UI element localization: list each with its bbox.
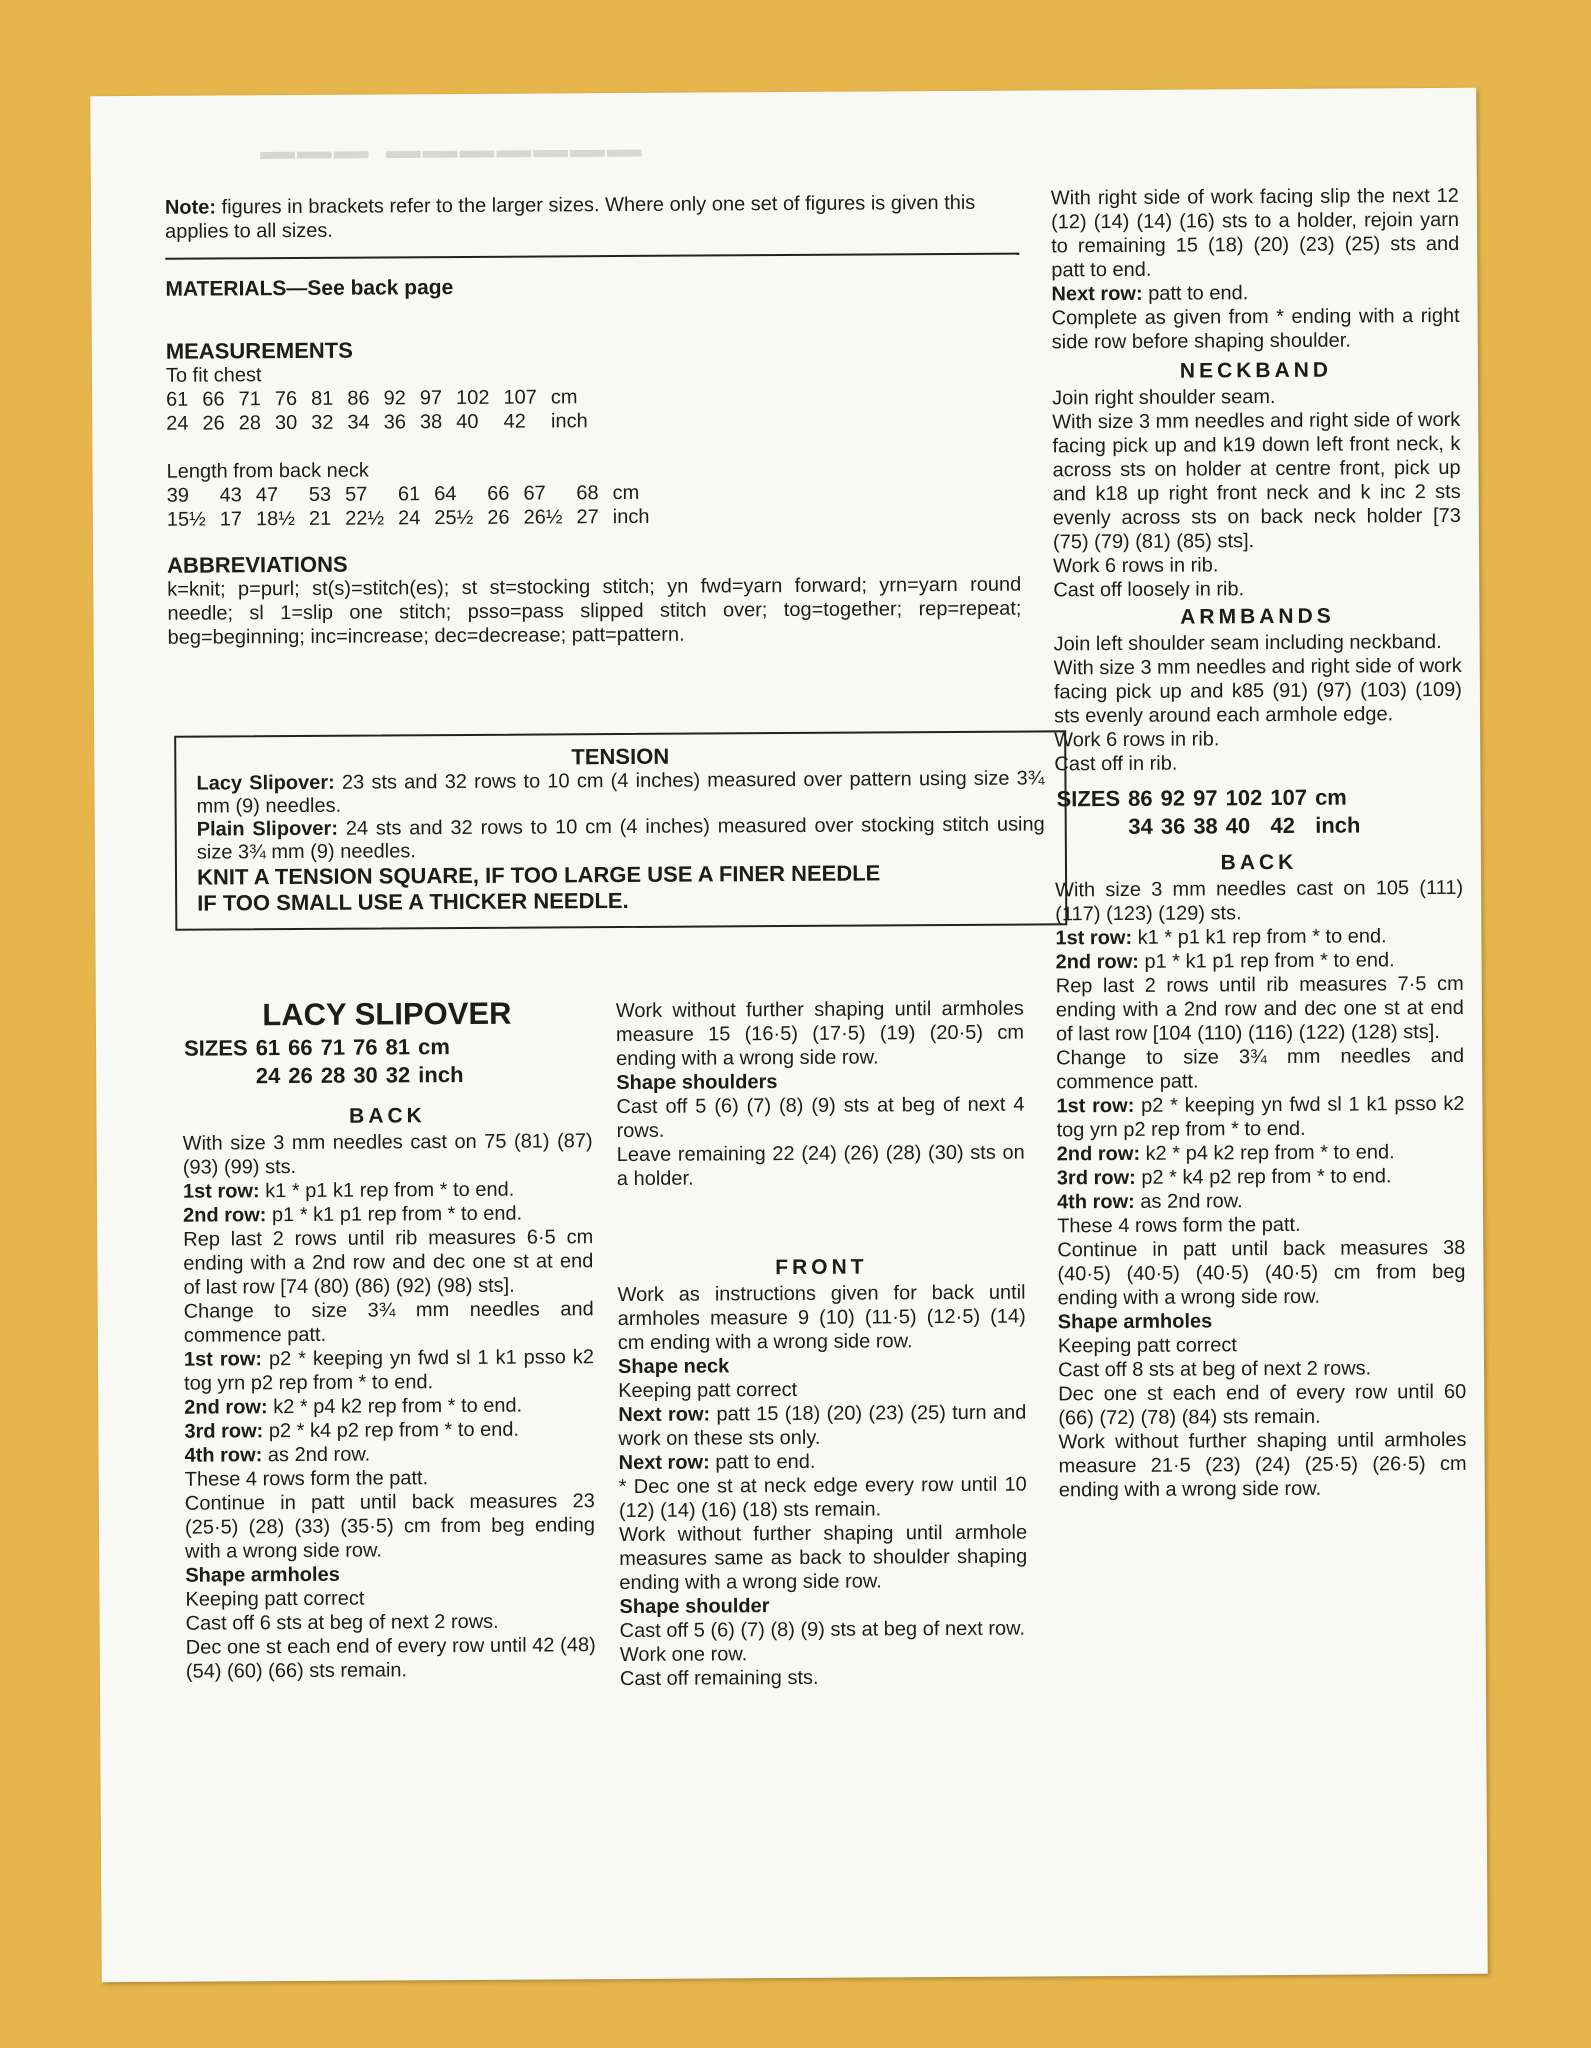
chest-inch-row xyxy=(166,409,602,436)
cell: 102 xyxy=(1225,785,1263,811)
bk-patt-4 xyxy=(1057,1188,1465,1214)
cell: 40 xyxy=(1225,813,1251,839)
cell: 71 xyxy=(238,388,261,411)
bk-1: With size 3 mm needles cast on 105 (111) (117) (123) (129) sts. xyxy=(1055,876,1464,926)
length-label: Length from back neck xyxy=(166,459,369,483)
cell: inch xyxy=(418,1061,464,1088)
cell: 40 xyxy=(456,410,479,434)
ab-1: Join left shoulder seam including neckband. xyxy=(1053,631,1442,656)
cell: 81 xyxy=(385,1034,411,1060)
right-top-1: With right side of work facing slip the next 12 (12) (14) (14) (16) sts to a holder, rejoin yarn to remaining 15 (18) (20) (23) (25) sts and patt to end. xyxy=(1050,184,1460,282)
cell: 47 xyxy=(255,484,279,507)
row-text: p1 * k1 p1 rep from * to end. xyxy=(271,1202,523,1227)
cell: cm xyxy=(1314,784,1347,810)
bk-2: Rep last 2 rows until rib measures 7·5 cm ending with a 2nd row and dec one st at end of last row [104 (110) (116) (122) (128) sts]. xyxy=(1055,972,1464,1046)
cell: 27 xyxy=(576,506,599,529)
cell: 42 xyxy=(1270,812,1296,839)
lacy-patt-4 xyxy=(184,1441,594,1468)
row-label: 4th row: xyxy=(1056,1190,1135,1214)
row-label: 2nd row: xyxy=(184,1396,268,1419)
sizes-cm-row xyxy=(184,1034,469,1062)
cell: 32 xyxy=(385,1062,411,1088)
mid-sh-1: Cast off 5 (6) (7) (8) (9) sts at beg of next 4 rows. xyxy=(616,1093,1025,1143)
row-label: 3rd row: xyxy=(184,1420,264,1443)
abbreviations-heading: ABBREVIATIONS xyxy=(167,551,348,578)
cell: 30 xyxy=(274,411,298,435)
cell: inch xyxy=(1315,812,1361,838)
row-text: k1 * p1 k1 rep from * to end. xyxy=(265,1178,515,1203)
cell: 22½ xyxy=(345,507,385,530)
note-label: Note: xyxy=(164,196,217,219)
bk-patt-3 xyxy=(1057,1164,1465,1190)
cell: cm xyxy=(417,1034,450,1060)
row-text: p2 * keeping yn fwd sl 1 k1 psso k2 tog yrn p2 rep from * to end. xyxy=(184,1346,595,1395)
row-label: 1st row: xyxy=(182,1180,260,1203)
cell: 17 xyxy=(219,508,243,531)
sizes-inch-row xyxy=(1057,812,1367,840)
length-cm-row xyxy=(167,481,664,508)
row-text: patt 15 (18) (20) (23) (25) turn and work on these sts only. xyxy=(618,1401,1027,1451)
row-label: Next row: xyxy=(1051,282,1143,306)
row-text: patt to end. xyxy=(1148,282,1249,305)
cell: 21 xyxy=(308,507,332,530)
cell: 67 xyxy=(523,482,546,505)
bk-patt-1 xyxy=(1056,1092,1464,1142)
to-fit-chest: To fit chest xyxy=(165,364,262,387)
cell: 92 xyxy=(383,387,406,410)
cell: 18½ xyxy=(255,508,296,531)
pattern-page xyxy=(90,88,1487,1982)
lacy-column xyxy=(182,995,596,1683)
row-label: 1st row: xyxy=(1056,1094,1135,1118)
row-text: p2 * keeping yn fwd sl 1 k1 psso k2 tog yrn p2 rep from * to end. xyxy=(1056,1092,1465,1142)
row-text: p2 * k4 p2 rep from * to end. xyxy=(268,1418,520,1443)
cell: 107 xyxy=(1270,784,1308,811)
row-label: 2nd row: xyxy=(183,1204,267,1227)
cell: 61 xyxy=(166,388,189,411)
plain-armholes-heading: Shape armholes xyxy=(1057,1310,1213,1334)
plain-back-heading: BACK xyxy=(1220,850,1298,875)
parm-2: Cast off 8 sts at beg of next 2 rows. xyxy=(1057,1357,1372,1382)
lacy-patt-3 xyxy=(184,1417,594,1444)
row-label: Next row: xyxy=(618,1403,711,1427)
chest-cm-row xyxy=(166,385,602,412)
mid-shd-3: Cast off remaining sts. xyxy=(619,1666,819,1691)
ab-3: Work 6 rows in rib. xyxy=(1054,728,1220,752)
row-label: 1st row: xyxy=(1055,926,1133,950)
tension-plain xyxy=(197,813,1045,864)
bleed-through-text: ▔▔▔ ▔▔▔▔▔▔▔ xyxy=(260,151,645,204)
cell: 66 xyxy=(202,388,225,411)
nb-3: Work 6 rows in rib. xyxy=(1053,554,1219,578)
tension-lacy xyxy=(196,767,1044,818)
chest-table xyxy=(166,385,602,436)
cell: 30 xyxy=(353,1062,378,1088)
cell xyxy=(1057,814,1127,840)
parm-3: Dec one st each end of every row until 60 (66) (72) (78) (84) sts remain. xyxy=(1058,1380,1467,1430)
lacy-back-4: These 4 rows form the patt. xyxy=(184,1467,429,1491)
mid-work-1: Work without further shaping until armholes measure 15 (16·5) (17·5) (19) (20·5) cm ending with a wrong side row. xyxy=(615,997,1025,1071)
tension-warning-2: IF TOO SMALL USE A THICKER NEEDLE. xyxy=(197,887,629,916)
cell: 15½ xyxy=(166,508,206,531)
neckband-heading: NECKBAND xyxy=(1179,358,1333,383)
bk-4: These 4 rows form the patt. xyxy=(1057,1213,1301,1238)
bk-row-2 xyxy=(1055,948,1463,974)
armbands-heading: ARMBANDS xyxy=(1180,604,1335,629)
cell: inch xyxy=(550,410,588,433)
cell: cm xyxy=(550,386,578,409)
length-table xyxy=(167,481,664,532)
sizes-label: SIZES xyxy=(1056,785,1121,812)
neck-heading: Shape neck xyxy=(617,1355,730,1379)
row-text: patt to end. xyxy=(715,1450,816,1474)
shoulder-heading: Shape shoulder xyxy=(619,1595,770,1619)
nb-1: Join right shoulder seam. xyxy=(1052,386,1276,410)
lacy-text: 23 sts and 32 rows to 10 cm (4 inches) measured over pattern using size 3¾ mm (9) needles. xyxy=(196,767,1045,818)
cell: 28 xyxy=(238,412,262,435)
cell: 61 xyxy=(397,483,421,506)
cell: 36 xyxy=(383,411,407,434)
cell: 97 xyxy=(419,387,443,410)
right-column xyxy=(1051,184,1467,1502)
row-label: 1st row: xyxy=(183,1348,263,1371)
lacy-patt-2 xyxy=(184,1393,594,1420)
lacy-row-1 xyxy=(183,1177,593,1204)
row-text: p2 * k4 p2 rep from * to end. xyxy=(1141,1165,1392,1189)
mid-neck-3: Work without further shaping until armhole measures same as back to shoulder shaping ending with a wrong side row. xyxy=(618,1521,1028,1595)
plain-sizes xyxy=(1054,782,1368,842)
tension-box xyxy=(174,730,1067,930)
lacy-title: LACY SLIPOVER xyxy=(262,995,512,1033)
mid-next-row-2 xyxy=(619,1449,1027,1475)
mid-sh-2: Leave remaining 22 (24) (26) (28) (30) sts on a holder. xyxy=(616,1141,1025,1191)
cell: 26 xyxy=(288,1062,313,1089)
shoulders-heading: Shape shoulders xyxy=(616,1071,778,1095)
nb-2: With size 3 mm needles and right side of work facing pick up and k19 down left front neck, k across sts on holder at centre front, pick up and k18 up right front neck and k inc 2 sts evenly across sts on back neck holder [73 (75) (79) (81) (85) sts]. xyxy=(1052,408,1461,554)
lacy-row-2 xyxy=(183,1201,593,1228)
cell: 38 xyxy=(419,411,443,434)
cell: 28 xyxy=(320,1062,346,1088)
cell: 76 xyxy=(353,1034,378,1060)
sizes-cm-row xyxy=(1056,784,1366,812)
sizes-inch-row xyxy=(184,1062,469,1090)
cell: cm xyxy=(612,481,640,505)
lacy-back-5: Continue in patt until back measures 23 (25·5) (28) (33) (35·5) cm from beg ending with a wrong side row. xyxy=(184,1490,596,1563)
bk-3: Change to size 3¾ mm needles and commence patt. xyxy=(1056,1044,1465,1094)
lacy-back-1: With size 3 mm needles cast on 75 (81) (87) (93) (99) sts. xyxy=(182,1130,593,1179)
lacy-arm-1: Keeping patt correct xyxy=(185,1587,365,1611)
lacy-arm-3: Dec one st each end of every row until 42 (48) (54) (60) (66) sts remain. xyxy=(185,1634,596,1683)
row-label: 3rd row: xyxy=(1056,1166,1136,1190)
cell: 34 xyxy=(1128,813,1153,839)
cell: 24 xyxy=(255,1063,281,1089)
mid-neck-1: Keeping patt correct xyxy=(618,1378,798,1403)
abbreviations-text: k=knit; p=purl; st(s)=stitch(es); st st=stocking stitch; yn fwd=yarn forward; yrn=yarn round needle; sl 1=slip one stitch; psso=pass slipped stitch over; tog=together; rep=repeat; beg=beginning; inc=increase; dec=decrease; patt=pattern. xyxy=(167,573,1022,649)
lacy-sizes xyxy=(182,1032,472,1092)
front-heading: FRONT xyxy=(775,1255,868,1280)
note xyxy=(165,191,1019,244)
cell: 76 xyxy=(274,387,298,411)
measurements-heading: MEASUREMENTS xyxy=(165,337,353,364)
cell: 43 xyxy=(219,484,242,507)
cell: 24 xyxy=(398,507,421,530)
lacy-label: Lacy Slipover: xyxy=(196,771,335,795)
bk-row-1 xyxy=(1055,924,1463,950)
cell: 107 xyxy=(503,386,537,409)
cell: 71 xyxy=(320,1034,346,1060)
row-text: as 2nd row. xyxy=(267,1443,371,1467)
parm-4: Work without further shaping until armholes measure 21·5 (23) (24) (25·5) (26·5) cm ending with a wrong side row. xyxy=(1058,1428,1467,1502)
cell: 42 xyxy=(503,410,526,433)
cell: inch xyxy=(612,505,650,529)
note-text: figures in brackets refer to the larger sizes. Where only one set of figures is given this applies to all sizes. xyxy=(165,191,976,243)
parm-1: Keeping patt correct xyxy=(1057,1334,1237,1358)
cell: 86 xyxy=(1128,785,1153,811)
cell: 61 xyxy=(255,1035,281,1061)
cell: 26 xyxy=(202,412,225,435)
cell: 53 xyxy=(308,483,332,506)
tension-warning-1: KNIT A TENSION SQUARE, IF TOO LARGE USE A FINER NEEDLE xyxy=(196,860,881,890)
cell: 102 xyxy=(456,386,490,410)
cell: 24 xyxy=(166,412,189,435)
right-top-2: Complete as given from * ending with a right side row before shaping shoulder. xyxy=(1051,304,1460,354)
row-text: p1 * k1 p1 rep from * to end. xyxy=(1144,949,1395,973)
cell: 92 xyxy=(1160,785,1186,811)
cell: 39 xyxy=(166,484,190,507)
ab-4: Cast off in rib. xyxy=(1054,752,1178,776)
cell: 34 xyxy=(347,411,370,434)
cell: 26 xyxy=(487,506,510,529)
row-label: 2nd row: xyxy=(1055,950,1139,974)
nb-4: Cast off loosely in rib. xyxy=(1053,578,1245,602)
row-text: k2 * p4 k2 rep from * to end. xyxy=(273,1394,523,1419)
cell xyxy=(184,1063,254,1089)
lacy-armholes-heading: Shape armholes xyxy=(185,1563,340,1587)
mid-shd-2: Work one row. xyxy=(619,1643,748,1667)
intro-column xyxy=(165,191,1022,650)
cell: 38 xyxy=(1193,813,1218,839)
cell: 66 xyxy=(487,482,510,505)
row-text: k1 * p1 k1 rep from * to end. xyxy=(1137,925,1387,949)
row-label: 2nd row: xyxy=(1056,1142,1141,1166)
lacy-arm-2: Cast off 6 sts at beg of next 2 rows. xyxy=(185,1610,499,1635)
cell: 32 xyxy=(311,411,334,434)
lacy-back-3: Change to size 3¾ mm needles and commence patt. xyxy=(183,1298,594,1347)
cell: 66 xyxy=(288,1034,313,1061)
tension-title: TENSION xyxy=(571,743,670,770)
row-text: k2 * p4 k2 rep from * to end. xyxy=(1145,1141,1395,1165)
lacy-back-heading: BACK xyxy=(349,1104,426,1128)
cell: 68 xyxy=(576,482,599,505)
mid-neck-2: * Dec one st at neck edge every row until 10 (12) (14) (16) (18) sts remain. xyxy=(618,1473,1027,1523)
row-label: Next row: xyxy=(618,1451,710,1475)
length-inch-row xyxy=(167,505,664,532)
cell: 25½ xyxy=(434,506,474,530)
middle-column xyxy=(616,997,1028,1691)
cell: 57 xyxy=(344,483,368,506)
divider xyxy=(165,253,1019,260)
bk-5: Continue in patt until back measures 38 (40·5) (40·5) (40·5) (40·5) cm from beg ending with a wrong side row. xyxy=(1057,1236,1466,1310)
plain-label: Plain Slipover: xyxy=(196,817,339,841)
right-next-row xyxy=(1051,280,1459,306)
ab-2: With size 3 mm needles and right side of work facing pick up and k85 (91) (97) (103) (109) sts evenly around each armhole edge. xyxy=(1053,654,1462,728)
cell: 26½ xyxy=(523,506,563,529)
lacy-patt-1 xyxy=(184,1345,594,1396)
materials: MATERIALS—See back page xyxy=(165,276,454,301)
cell: 81 xyxy=(311,387,334,410)
bk-patt-2 xyxy=(1057,1140,1465,1166)
sizes-label: SIZES xyxy=(183,1035,248,1061)
mid-next-row-1 xyxy=(618,1401,1026,1451)
cell: 86 xyxy=(347,387,370,410)
cell: 64 xyxy=(434,483,457,506)
plain-text: 24 sts and 32 rows to 10 cm (4 inches) measured over stocking stitch using size 3¾ mm (9) needles. xyxy=(196,813,1045,864)
lacy-back-2: Rep last 2 rows until rib measures 6·5 cm ending with a 2nd row and dec one st at end of last row [74 (80) (86) (92) (98) sts]. xyxy=(183,1226,594,1299)
cell: 97 xyxy=(1193,785,1218,811)
row-text: as 2nd row. xyxy=(1140,1190,1243,1213)
mid-front-1: Work as instructions given for back until armholes measure 9 (10) (11·5) (12·5) (14) cm ending with a wrong side row. xyxy=(617,1281,1026,1355)
row-label: 4th row: xyxy=(184,1444,263,1467)
mid-shd-1: Cast off 5 (6) (7) (8) (9) sts at beg of next row. xyxy=(619,1617,1026,1643)
cell: 36 xyxy=(1160,813,1186,839)
